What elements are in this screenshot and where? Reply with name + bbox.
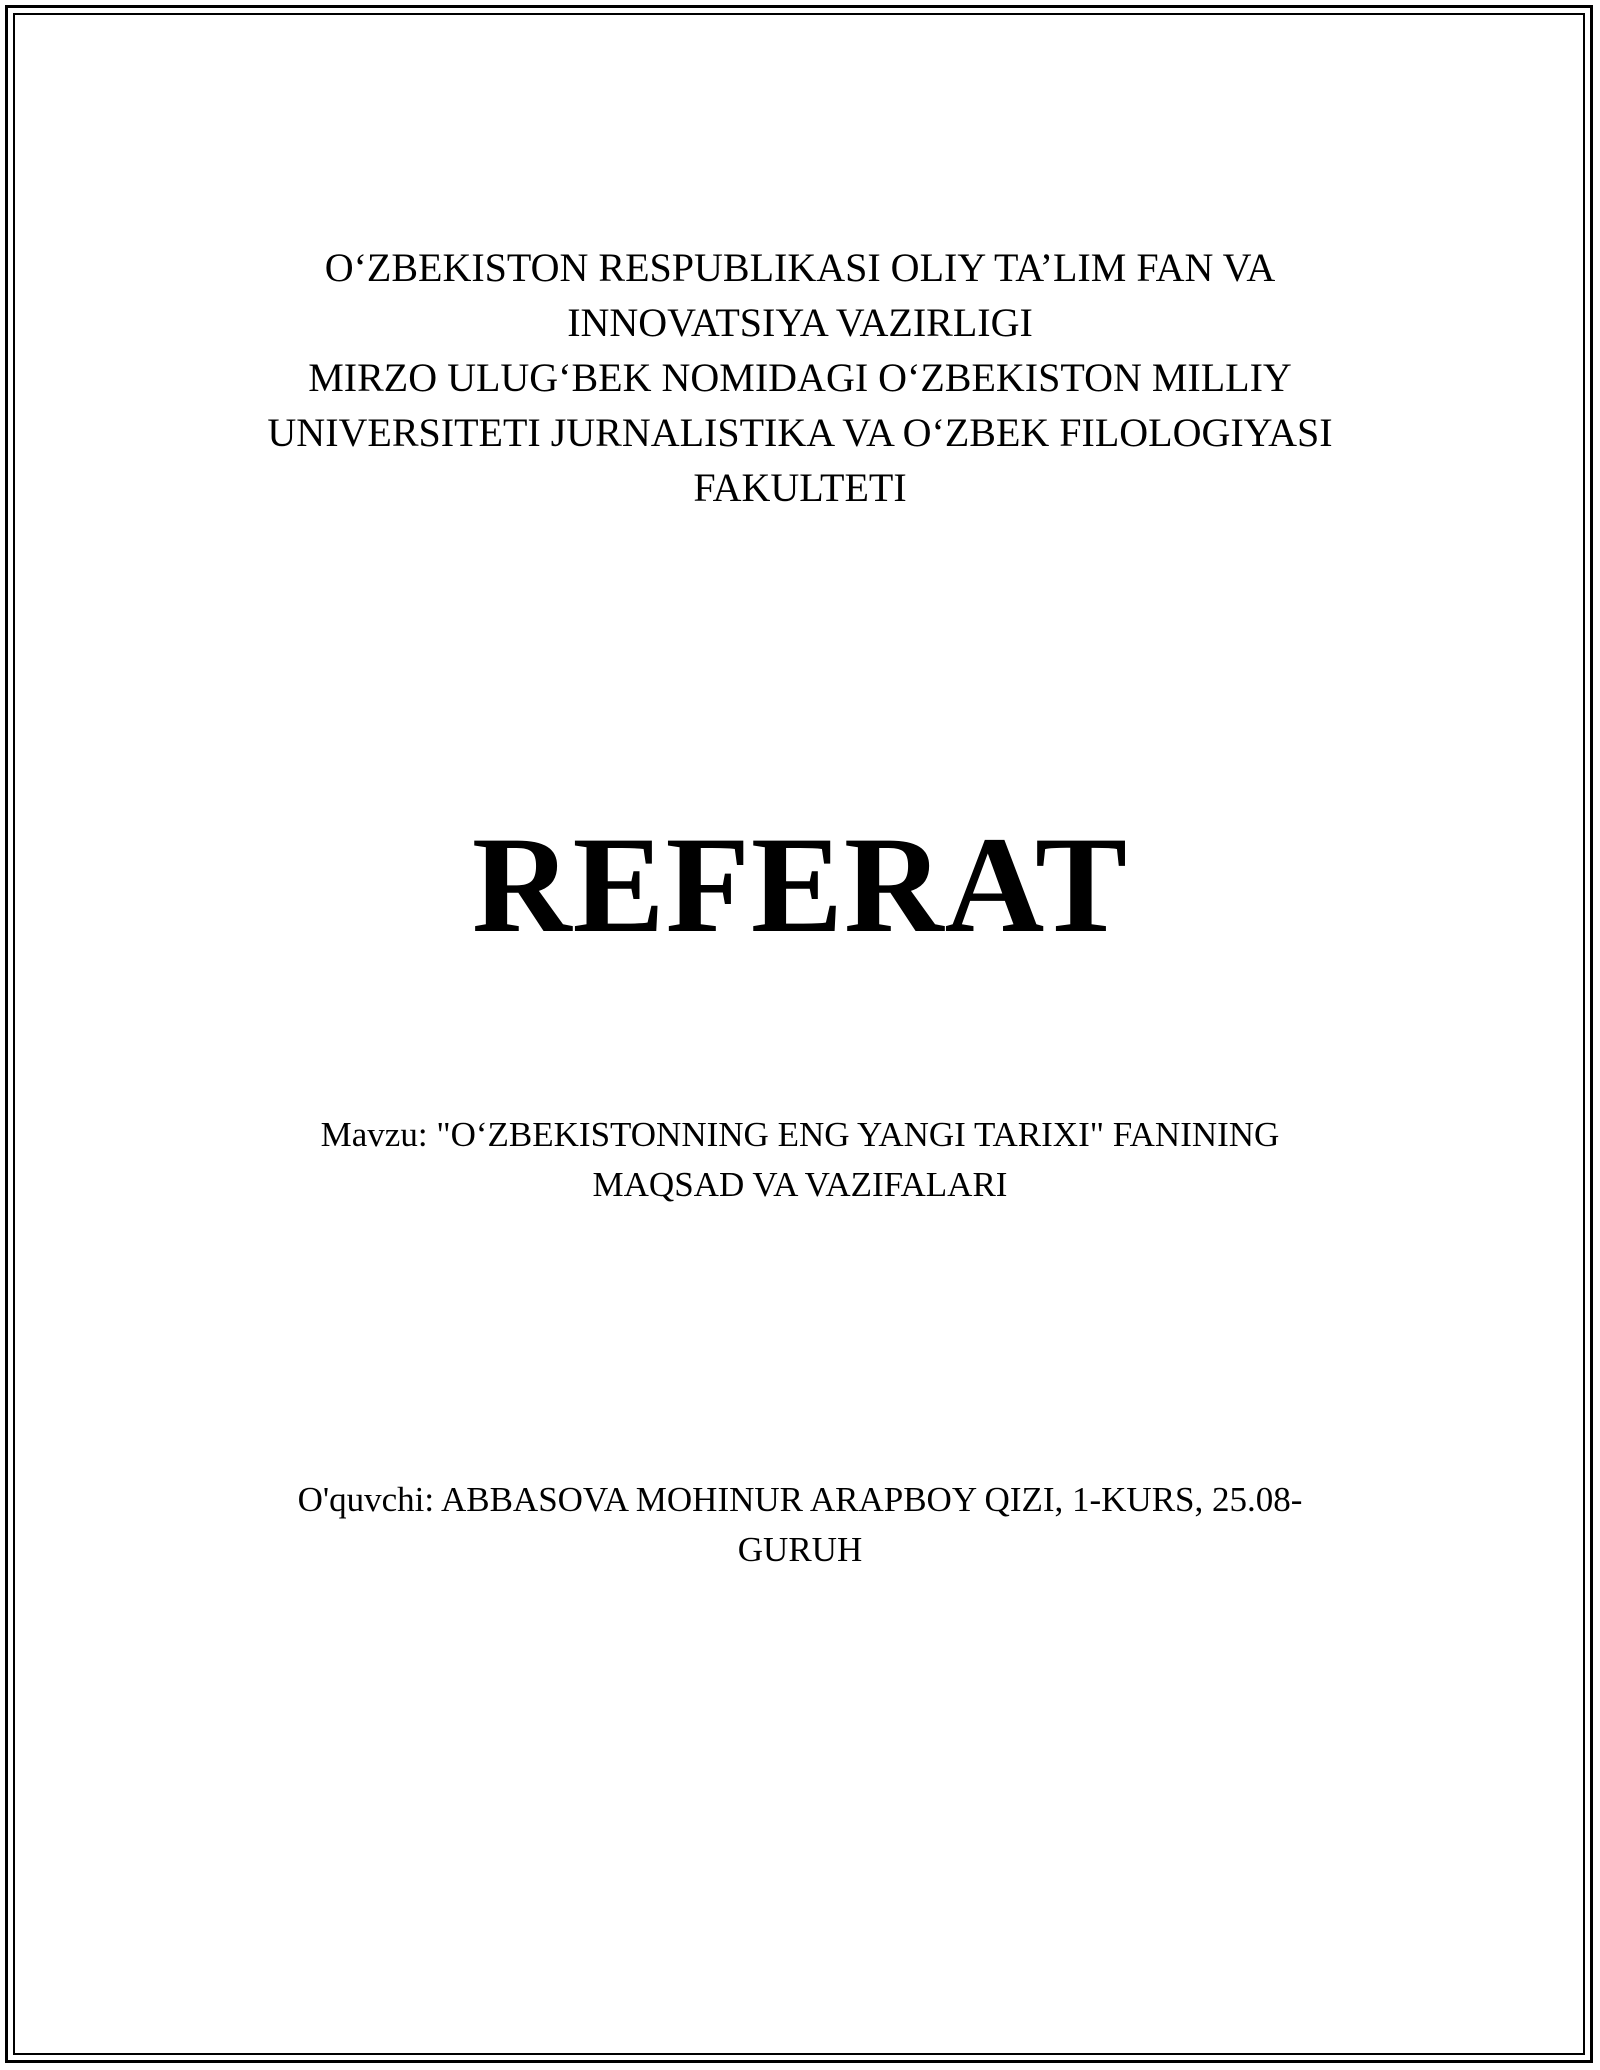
topic-block bbox=[0, 1110, 1600, 1210]
document-title: REFERAT bbox=[471, 808, 1129, 961]
topic-line: Mavzu: "O‘ZBEKISTONNING ENG YANGI TARIXI" FANINING bbox=[320, 1115, 1280, 1154]
header-line: UNIVERSITETI JURNALISTIKA VA O‘ZBEK FILOLOGIYASI bbox=[267, 410, 1333, 455]
student-line: O'quvchi: ABBASOVA MOHINUR ARAPBOY QIZI, 1-KURS, 25.08- bbox=[297, 1480, 1303, 1519]
student-block bbox=[0, 1475, 1600, 1575]
student-line: GURUH bbox=[737, 1530, 863, 1569]
header-line: MIRZO ULUG‘BEK NOMIDAGI O‘ZBEKISTON MILLIY bbox=[308, 355, 1292, 400]
header-line: INNOVATSIYA VAZIRLIGI bbox=[567, 300, 1033, 345]
header-line: FAKULTETI bbox=[693, 465, 907, 510]
institution-header bbox=[0, 240, 1600, 515]
topic-line: MAQSAD VA VAZIFALARI bbox=[592, 1165, 1008, 1204]
header-line: O‘ZBEKISTON RESPUBLIKASI OLIY TA’LIM FAN VA bbox=[324, 245, 1276, 290]
